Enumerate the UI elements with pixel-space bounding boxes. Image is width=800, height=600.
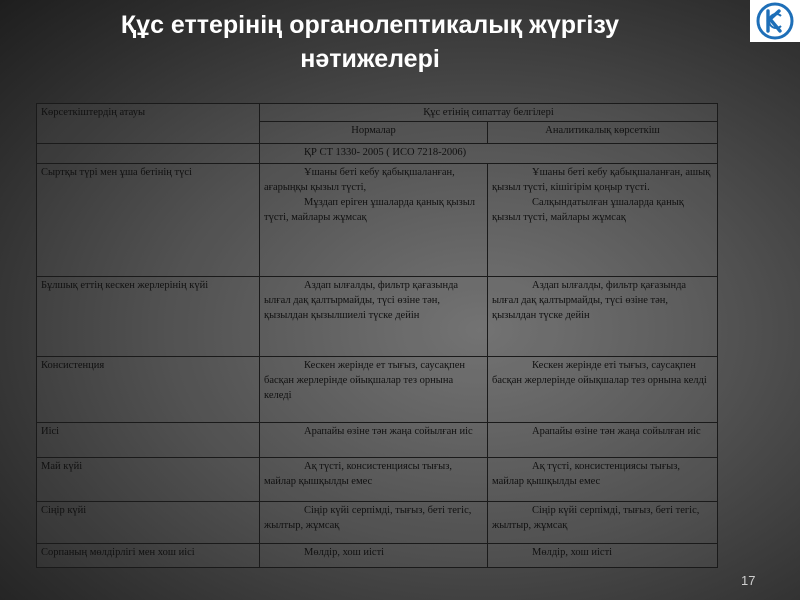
standard-empty-cell	[37, 144, 260, 164]
header-norms: Нормалар	[260, 122, 488, 144]
table-row	[37, 164, 718, 277]
row-analytic-paragraph: Ұшаны беті кебу қабықшаланған, ашық қызыл түсті, кішігірім қоңыр түсті.	[492, 167, 711, 193]
kazutb-logo-icon	[750, 0, 800, 42]
table-row	[37, 357, 718, 423]
row-name: Сіңір күйі	[37, 502, 260, 544]
slide-title	[20, 8, 720, 76]
row-analytic	[488, 164, 718, 277]
row-analytic	[488, 423, 718, 458]
row-norm	[260, 164, 488, 277]
row-norm-text: Сіңір күйі серпімді, тығыз, беті тегіс, жылтыр, жұмсақ	[264, 505, 472, 531]
row-analytic	[488, 277, 718, 357]
row-name: Май күйі	[37, 458, 260, 502]
row-norm	[260, 277, 488, 357]
row-analytic	[488, 357, 718, 423]
standard-cell	[260, 144, 718, 164]
row-norm	[260, 423, 488, 458]
table-header-row	[37, 104, 718, 122]
table-row	[37, 277, 718, 357]
row-norm	[260, 357, 488, 423]
row-norm-text: Аздап ылғалды, фильтр қағазында ылғал дақ қалтырмайды, түсі өзіне тән, қызылдан қызылшиелі түске дейін	[264, 280, 459, 321]
row-norm-text: Мөлдір, хош иісті	[304, 547, 385, 558]
row-norm-text: Ақ түсті, консистенциясы тығыз, майлар қышқылды емес	[264, 461, 452, 487]
university-logo	[750, 0, 800, 42]
row-analytic	[488, 502, 718, 544]
row-norm-text: Кескен жерінде ет тығыз, саусақпен басқан жерлерінде ойықшалар тез орнына келеді	[264, 360, 466, 401]
row-norm	[260, 458, 488, 502]
slide-title-line1: Құс еттерінің органолептикалық жүргізу	[120, 11, 620, 39]
row-norm-paragraph: Ұшаны беті кебу қабықшаланған, ағарыңқы қызыл түсті,	[264, 167, 455, 193]
table-row	[37, 544, 718, 568]
row-name: Бұлшық еттің кескен жерлерінің күйі	[37, 277, 260, 357]
standard-text: ҚР СТ 1330- 2005 ( ИСО 7218-2006)	[304, 147, 467, 158]
slide-title-line2: нәтижелері	[300, 45, 440, 73]
row-analytic-text: Кескен жерінде еті тығыз, саусақпен басқан жерлерінде ойықшалар тез орнына келді	[492, 360, 707, 386]
header-indicator: Көрсеткіштердің атауы	[37, 104, 260, 144]
table-row	[37, 423, 718, 458]
row-norm	[260, 544, 488, 568]
table-row	[37, 458, 718, 502]
row-norm	[260, 502, 488, 544]
row-name: Сыртқы түрі мен ұша бетінің түсі	[37, 164, 260, 277]
row-norm-paragraph: Мұздап еріген ұшаларда қанық қызыл түсті, майлары жұмсақ	[264, 197, 476, 223]
row-analytic-text: Ақ түсті, консистенциясы тығыз, майлар қышқылды емес	[492, 461, 680, 487]
page-number: 17	[741, 573, 756, 588]
header-analytical: Аналитикалық көрсеткіш	[488, 122, 718, 144]
row-name: Иісі	[37, 423, 260, 458]
header-method: Құс етінің сипаттау белгілері	[260, 104, 718, 122]
row-analytic-text: Мөлдір, хош иісті	[532, 547, 613, 558]
row-analytic-paragraph: Салқындатылған ұшаларда қанық қызыл түсті, майлары жұмсақ	[492, 197, 684, 223]
row-analytic-text: Сіңір күйі серпімді, тығыз, беті тегіс, жылтыр, жұмсақ	[492, 505, 700, 531]
row-analytic-text: Арапайы өзіне тән жаңа сойылған иіс	[532, 426, 701, 437]
table-row	[37, 502, 718, 544]
table-standard-row	[37, 144, 718, 164]
row-norm-text: Арапайы өзіне тән жаңа сойылған иіс	[304, 426, 473, 437]
row-analytic	[488, 544, 718, 568]
row-analytic-text: Аздап ылғалды, фильтр қағазында ылғал дақ қалтырмайды, түсі өзіне тән, қызылдан түске дейін	[492, 280, 687, 321]
row-analytic	[488, 458, 718, 502]
row-name: Консистенция	[37, 357, 260, 423]
row-name: Сорпаның мөлдірлігі мен хош иісі	[37, 544, 260, 568]
results-table	[36, 103, 718, 568]
